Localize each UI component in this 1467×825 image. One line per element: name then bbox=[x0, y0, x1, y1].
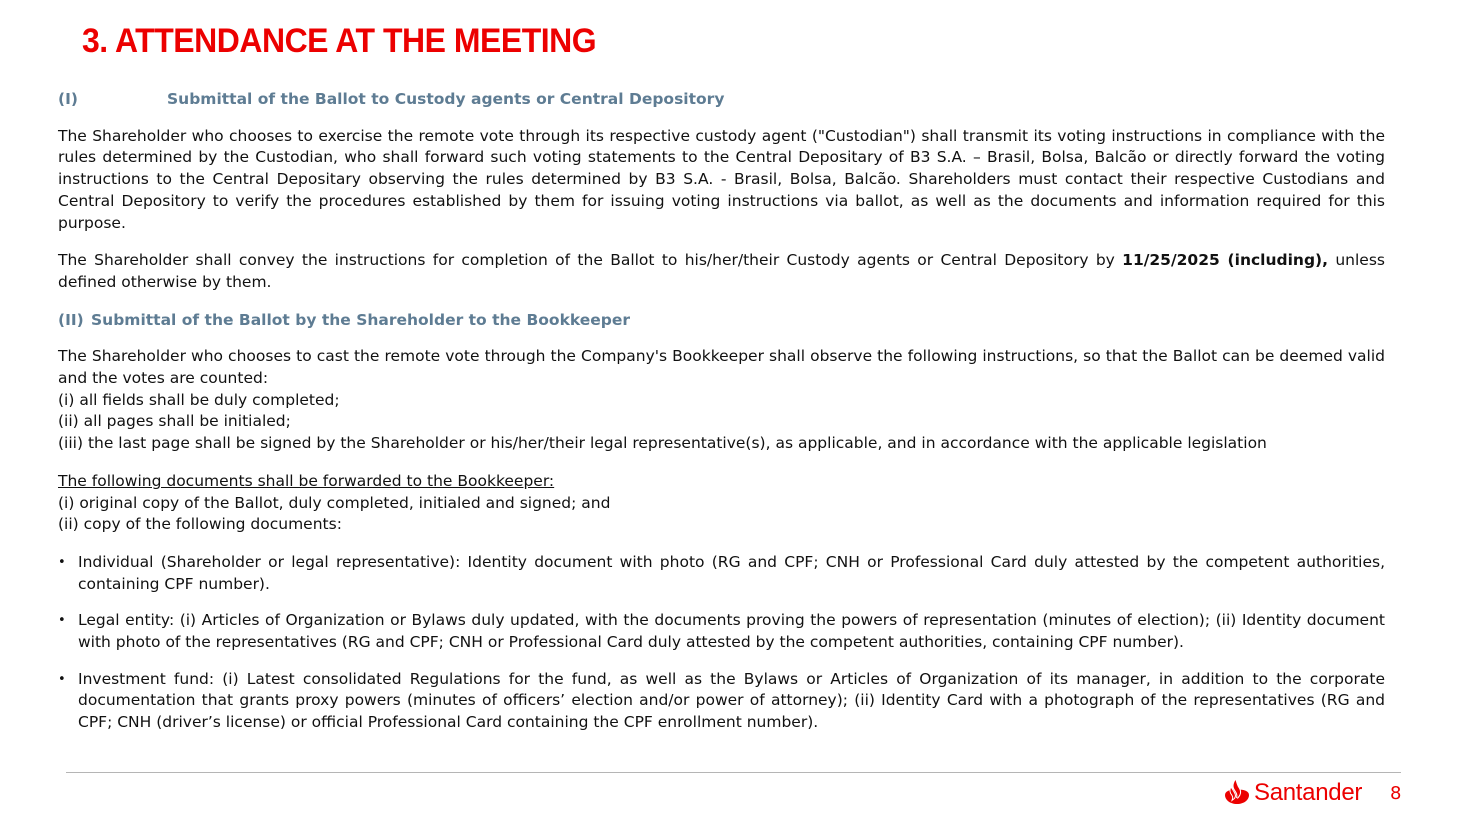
section-1-paragraph-1: The Shareholder who chooses to exercise the remote vote through its respective custody agent ("Custodian") shall transmit its voting instructions in compliance with the rules determined by the Custodian, who shall forward such voting statements to the Central Depositary of B3 S.A. – Brasil, Bolsa, Balcão or directly forward the voting instructions to the Central Depositary observing the rules determined by B3 S.A. - Brasil, Bolsa, Balcão. Shareholders must contact their respective Custodians and Central Depository to verify the procedures established by them for issuing voting instructions via ballot, as well as the documents and information required for this purpose. bbox=[58, 126, 1385, 232]
document-item: (ii) copy of the following documents: bbox=[58, 515, 342, 534]
list-item-text: Investment fund: (i) Latest consolidated Regulations for the fund, as well as the Bylaws or Articles of Organization of its manager, in addition to the corporate documentation that grants proxy powers (minutes of officers’ election and/or power of attorney); (ii) Identity Card with a photograph of the representatives (RG and CPF; CNH (driver’s license) or official Professional Card containing the CPF enrollment number). bbox=[78, 669, 1385, 732]
section-1-number: (I) bbox=[58, 90, 78, 108]
paragraph-text: The Shareholder shall convey the instructions for completion of the Ballot to his/her/their Custody agents or Central Depository by bbox=[58, 251, 1123, 270]
footer-divider bbox=[66, 772, 1401, 773]
page-title: 3. ATTENDANCE AT THE MEETING bbox=[82, 22, 597, 60]
section-2-heading bbox=[58, 310, 1385, 332]
document-body bbox=[58, 89, 1385, 749]
section-2-intro: The Shareholder who chooses to cast the remote vote through the Company's Bookkeeper shall observe the following instructions, so that the Ballot can be deemed valid and the votes are counted: bbox=[58, 347, 1385, 388]
santander-flame-icon bbox=[1222, 779, 1252, 807]
section-1-paragraph-2 bbox=[58, 250, 1385, 293]
paragraph-text: unless defined otherwise by them. bbox=[58, 251, 1385, 291]
documents-list bbox=[58, 471, 1385, 536]
santander-logo bbox=[1222, 777, 1362, 809]
rule-item: (i) all fields shall be duly completed; bbox=[58, 390, 340, 409]
bullet-icon: • bbox=[58, 554, 66, 570]
section-2-number: (II) bbox=[58, 310, 84, 329]
section-2-title: Submittal of the Ballot by the Shareholder to the Bookkeeper bbox=[91, 310, 631, 329]
bullet-icon: • bbox=[58, 671, 66, 687]
list-item-text: Legal entity: (i) Articles of Organization or Bylaws duly updated, with the documents proving the powers of representation (minutes of election); (ii) Identity document with photo of the representatives (RG and CPF; CNH or Professional Card duly attested by the competent authorities, containing CPF number). bbox=[78, 611, 1385, 652]
bullet-list bbox=[58, 552, 1385, 734]
list-item-text: Individual (Shareholder or legal representative): Identity document with photo (RG and CPF; CNH or Professional Card duly attested by the competent authorities, containing CPF number). bbox=[78, 552, 1385, 593]
bullet-icon: • bbox=[58, 613, 66, 629]
list-item-legal-entity bbox=[58, 610, 1385, 653]
section-1-heading bbox=[58, 89, 1385, 111]
list-item-individual bbox=[58, 552, 1385, 595]
rule-item: (iii) the last page shall be signed by the Shareholder or his/her/their legal representative(s), as applicable, and in accordance with the applicable legislation bbox=[58, 434, 1267, 453]
section-1-title: Submittal of the Ballot to Custody agents or Central Depository bbox=[167, 90, 725, 108]
list-item-investment-fund bbox=[58, 669, 1385, 734]
rule-item: (ii) all pages shall be initialed; bbox=[58, 412, 291, 431]
page-number: 8 bbox=[1390, 783, 1402, 804]
document-item: (i) original copy of the Ballot, duly completed, initialed and signed; and bbox=[58, 493, 611, 512]
santander-wordmark: Santander bbox=[1254, 779, 1363, 806]
documents-heading: The following documents shall be forwarded to the Bookkeeper: bbox=[58, 471, 555, 490]
deadline-date: 11/25/2025 (including), bbox=[1122, 251, 1329, 270]
section-2-instructions bbox=[58, 346, 1385, 455]
